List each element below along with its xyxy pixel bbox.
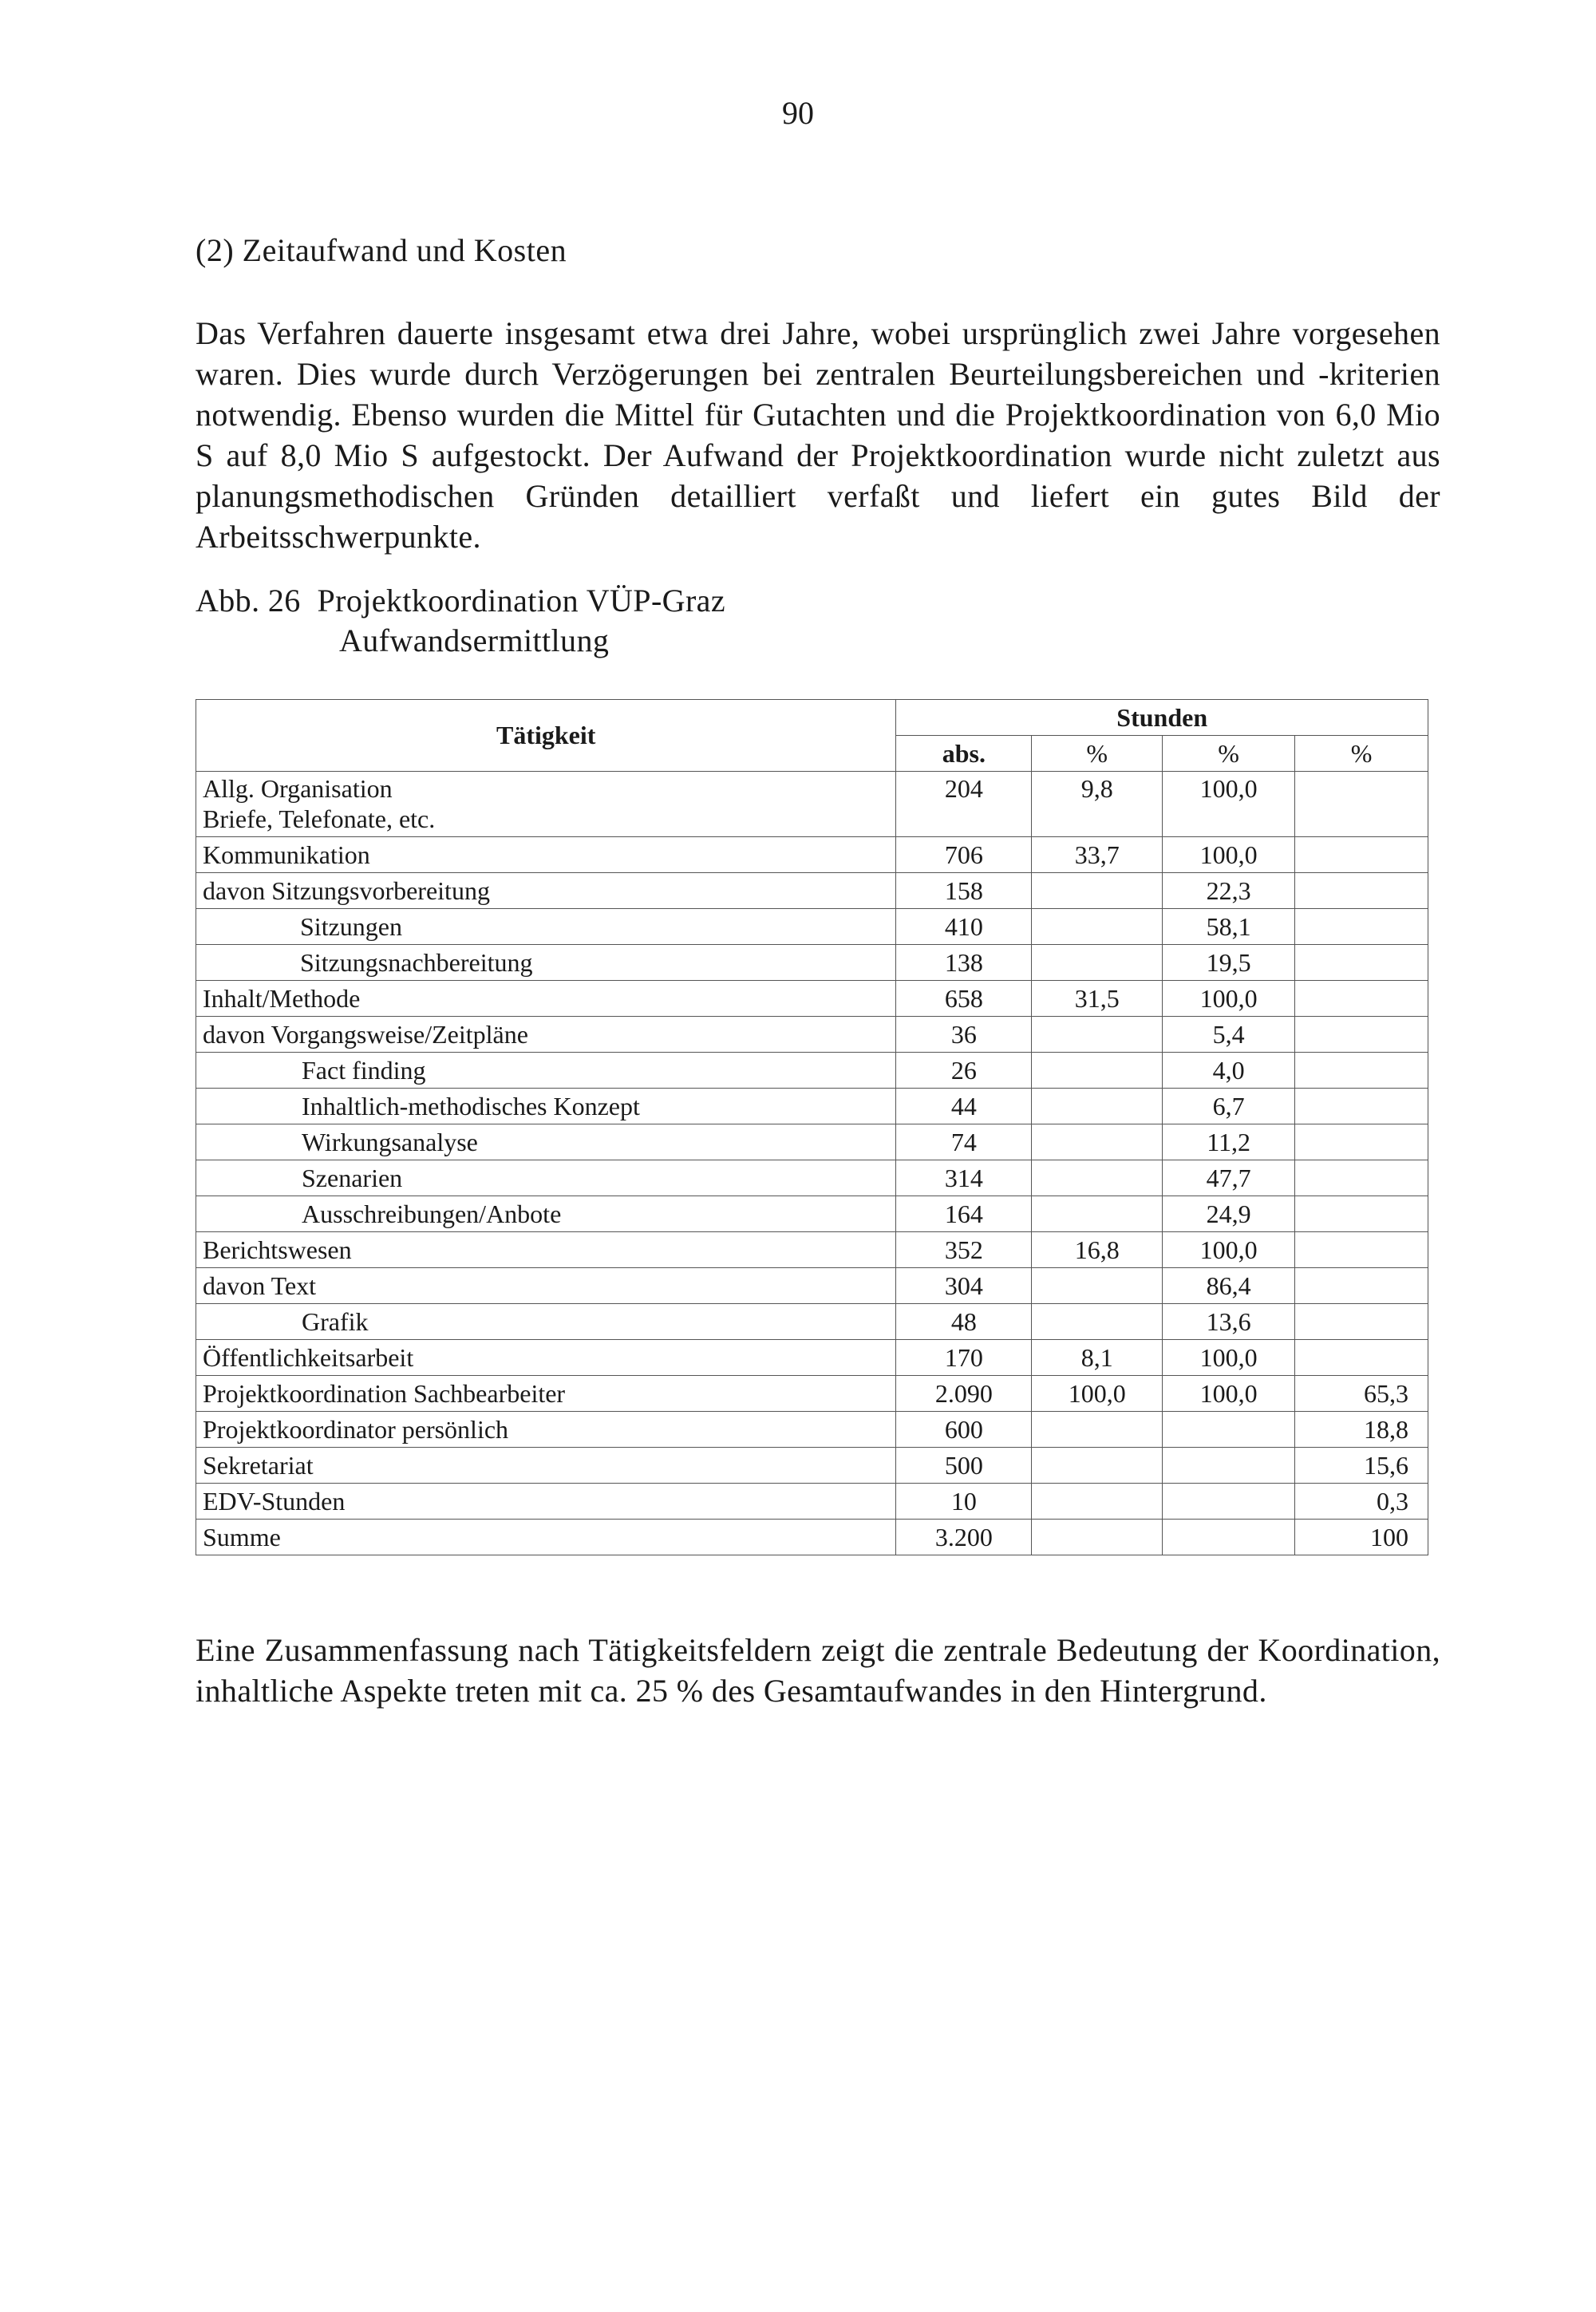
table-row (196, 1519, 1428, 1555)
subheader-abs: abs. (896, 736, 1032, 772)
activity-label: Öffentlichkeitsarbeit (196, 1339, 896, 1375)
activity-label: Inhalt/Methode (196, 980, 896, 1016)
percent-cell-2: 47,7 (1163, 1160, 1295, 1196)
percent-cell-1: 100,0 (1032, 1375, 1163, 1411)
percent-cell-3 (1295, 1303, 1428, 1339)
percent-cell-2: 11,2 (1163, 1124, 1295, 1160)
activity-label: Kommunikation (196, 836, 896, 872)
activity-label: Sitzungsnachbereitung (196, 944, 896, 980)
activity-label: Inhaltlich-methodisches Konzept (196, 1088, 896, 1124)
table-row (196, 1016, 1428, 1052)
percent-cell-2: 6,7 (1163, 1088, 1295, 1124)
percent-cell-2: 13,6 (1163, 1303, 1295, 1339)
table-row (196, 1483, 1428, 1519)
percent-cell-3 (1295, 1088, 1428, 1124)
summary-paragraph: Eine Zusammenfassung nach Tätigkeitsfeldern zeigt die zentrale Bedeutung der Koordination, inhaltliche Aspekte treten mit ca. 25 % des Gesamtaufwandes in den Hintergrund. (196, 1632, 1440, 1709)
abs-cell: 10 (896, 1483, 1032, 1519)
abs-cell: 48 (896, 1303, 1032, 1339)
abs-cell: 658 (896, 980, 1032, 1016)
effort-table (196, 699, 1428, 1555)
activity-label: Allg. Organisation (203, 774, 393, 803)
subheader-percent-1: % (1032, 736, 1163, 772)
activity-label: Projektkoordination Sachbearbeiter (196, 1375, 896, 1411)
percent-cell-2: 100,0 (1163, 1375, 1295, 1411)
percent-cell-1 (1032, 1519, 1163, 1555)
section-title: (2) Zeitaufwand und Kosten (196, 232, 567, 268)
caption-title: Projektkoordination VÜP-Graz (317, 583, 725, 619)
percent-cell-3 (1295, 836, 1428, 872)
percent-cell-2: 100,0 (1163, 1231, 1295, 1267)
percent-cell-2: 5,4 (1163, 1016, 1295, 1052)
abs-cell: 164 (896, 1196, 1032, 1231)
table-row (196, 772, 1428, 837)
percent-cell-3: 65,3 (1295, 1375, 1428, 1411)
activity-label-detail: Briefe, Telefonate, etc. (203, 804, 436, 834)
percent-cell-3 (1295, 1339, 1428, 1375)
subheader-percent-3: % (1295, 736, 1428, 772)
page-number: 90 (782, 95, 814, 131)
percent-cell-1 (1032, 1124, 1163, 1160)
caption-subtitle: Aufwandsermittlung (339, 622, 610, 658)
table-row (196, 1124, 1428, 1160)
percent-cell-2: 100,0 (1163, 1339, 1295, 1375)
percent-cell-1 (1032, 1052, 1163, 1088)
abs-cell: 410 (896, 908, 1032, 944)
abs-cell: 74 (896, 1124, 1032, 1160)
percent-cell-1: 16,8 (1032, 1231, 1163, 1267)
abs-cell: 3.200 (896, 1519, 1032, 1555)
percent-cell-1 (1032, 1483, 1163, 1519)
activity-label: Fact finding (196, 1052, 896, 1088)
table-row (196, 1231, 1428, 1267)
activity-cell (196, 772, 896, 837)
activity-label: Sekretariat (196, 1447, 896, 1483)
abs-cell: 204 (896, 772, 1032, 837)
abs-cell: 138 (896, 944, 1032, 980)
percent-cell-1: 33,7 (1032, 836, 1163, 872)
percent-cell-1 (1032, 1411, 1163, 1447)
percent-cell-2 (1163, 1447, 1295, 1483)
activity-label: Sitzungen (196, 908, 896, 944)
percent-cell-1: 9,8 (1032, 772, 1163, 837)
percent-cell-2: 22,3 (1163, 872, 1295, 908)
activity-label: Berichtswesen (196, 1231, 896, 1267)
abs-cell: 26 (896, 1052, 1032, 1088)
activity-label: Ausschreibungen/Anbote (196, 1196, 896, 1231)
intro-paragraph: Das Verfahren dauerte insgesamt etwa drei Jahre, wobei ursprünglich zwei Jahre vorgesehen waren. Dies wurde durch Verzögerungen bei zentralen Beurteilungsbereichen und -kriterien notwendig. Ebenso wurden die Mittel für Gutachten und die Projektkoordination von 6,0 Mio S auf 8,0 Mio S aufgestockt. Der Aufwand der Projektkoordination wurde nicht zuletzt aus planungsmethodischen Gründen detailliert verfaßt und liefert ein gutes Bild der Arbeitsschwerpunkte. (196, 315, 1440, 555)
table-row (196, 944, 1428, 980)
abs-cell: 314 (896, 1160, 1032, 1196)
percent-cell-3 (1295, 1160, 1428, 1196)
activity-label: Grafik (196, 1303, 896, 1339)
table-row (196, 872, 1428, 908)
percent-cell-1 (1032, 908, 1163, 944)
table-row (196, 1375, 1428, 1411)
percent-cell-1 (1032, 1160, 1163, 1196)
percent-cell-1 (1032, 944, 1163, 980)
caption-label: Abb. 26 (196, 583, 301, 619)
abs-cell: 500 (896, 1447, 1032, 1483)
percent-cell-3: 18,8 (1295, 1411, 1428, 1447)
table-row (196, 1160, 1428, 1196)
header-hours: Stunden (896, 700, 1428, 736)
percent-cell-3 (1295, 1267, 1428, 1303)
percent-cell-2: 19,5 (1163, 944, 1295, 980)
percent-cell-3 (1295, 1196, 1428, 1231)
table-row (196, 980, 1428, 1016)
percent-cell-3: 15,6 (1295, 1447, 1428, 1483)
abs-cell: 2.090 (896, 1375, 1032, 1411)
percent-cell-2: 58,1 (1163, 908, 1295, 944)
percent-cell-3 (1295, 872, 1428, 908)
abs-cell: 706 (896, 836, 1032, 872)
abs-cell: 170 (896, 1339, 1032, 1375)
figure-caption (196, 581, 725, 661)
abs-cell: 44 (896, 1088, 1032, 1124)
table-row (196, 1339, 1428, 1375)
abs-cell: 352 (896, 1231, 1032, 1267)
table-row (196, 1411, 1428, 1447)
percent-cell-1: 8,1 (1032, 1339, 1163, 1375)
percent-cell-2: 100,0 (1163, 772, 1295, 837)
percent-cell-3: 0,3 (1295, 1483, 1428, 1519)
activity-label: Summe (196, 1519, 896, 1555)
percent-cell-1 (1032, 1447, 1163, 1483)
table-row (196, 1052, 1428, 1088)
percent-cell-3 (1295, 980, 1428, 1016)
percent-cell-3 (1295, 1231, 1428, 1267)
percent-cell-3 (1295, 944, 1428, 980)
activity-label: davon Sitzungsvorbereitung (196, 872, 896, 908)
percent-cell-2 (1163, 1519, 1295, 1555)
percent-cell-1 (1032, 1016, 1163, 1052)
abs-cell: 600 (896, 1411, 1032, 1447)
abs-cell: 304 (896, 1267, 1032, 1303)
subheader-percent-2: % (1163, 736, 1295, 772)
percent-cell-1 (1032, 872, 1163, 908)
percent-cell-3 (1295, 1052, 1428, 1088)
activity-label: davon Text (196, 1267, 896, 1303)
activity-label: Projektkoordinator persönlich (196, 1411, 896, 1447)
table-row (196, 1196, 1428, 1231)
header-activity: Tätigkeit (196, 700, 896, 772)
percent-cell-2 (1163, 1483, 1295, 1519)
percent-cell-3 (1295, 772, 1428, 837)
percent-cell-2: 100,0 (1163, 836, 1295, 872)
percent-cell-3 (1295, 908, 1428, 944)
percent-cell-1 (1032, 1196, 1163, 1231)
table-row (196, 908, 1428, 944)
percent-cell-2: 24,9 (1163, 1196, 1295, 1231)
table-row (196, 1447, 1428, 1483)
abs-cell: 36 (896, 1016, 1032, 1052)
percent-cell-2: 100,0 (1163, 980, 1295, 1016)
percent-cell-2: 86,4 (1163, 1267, 1295, 1303)
activity-label: Szenarien (196, 1160, 896, 1196)
percent-cell-3 (1295, 1016, 1428, 1052)
activity-label: Wirkungsanalyse (196, 1124, 896, 1160)
percent-cell-1: 31,5 (1032, 980, 1163, 1016)
percent-cell-1 (1032, 1267, 1163, 1303)
table-row (196, 1267, 1428, 1303)
percent-cell-1 (1032, 1303, 1163, 1339)
table-row (196, 1088, 1428, 1124)
activity-label: davon Vorgangsweise/Zeitpläne (196, 1016, 896, 1052)
percent-cell-2 (1163, 1411, 1295, 1447)
percent-cell-3: 100 (1295, 1519, 1428, 1555)
activity-label: EDV-Stunden (196, 1483, 896, 1519)
abs-cell: 158 (896, 872, 1032, 908)
table-row (196, 836, 1428, 872)
percent-cell-1 (1032, 1088, 1163, 1124)
percent-cell-3 (1295, 1124, 1428, 1160)
percent-cell-2: 4,0 (1163, 1052, 1295, 1088)
table-row (196, 1303, 1428, 1339)
